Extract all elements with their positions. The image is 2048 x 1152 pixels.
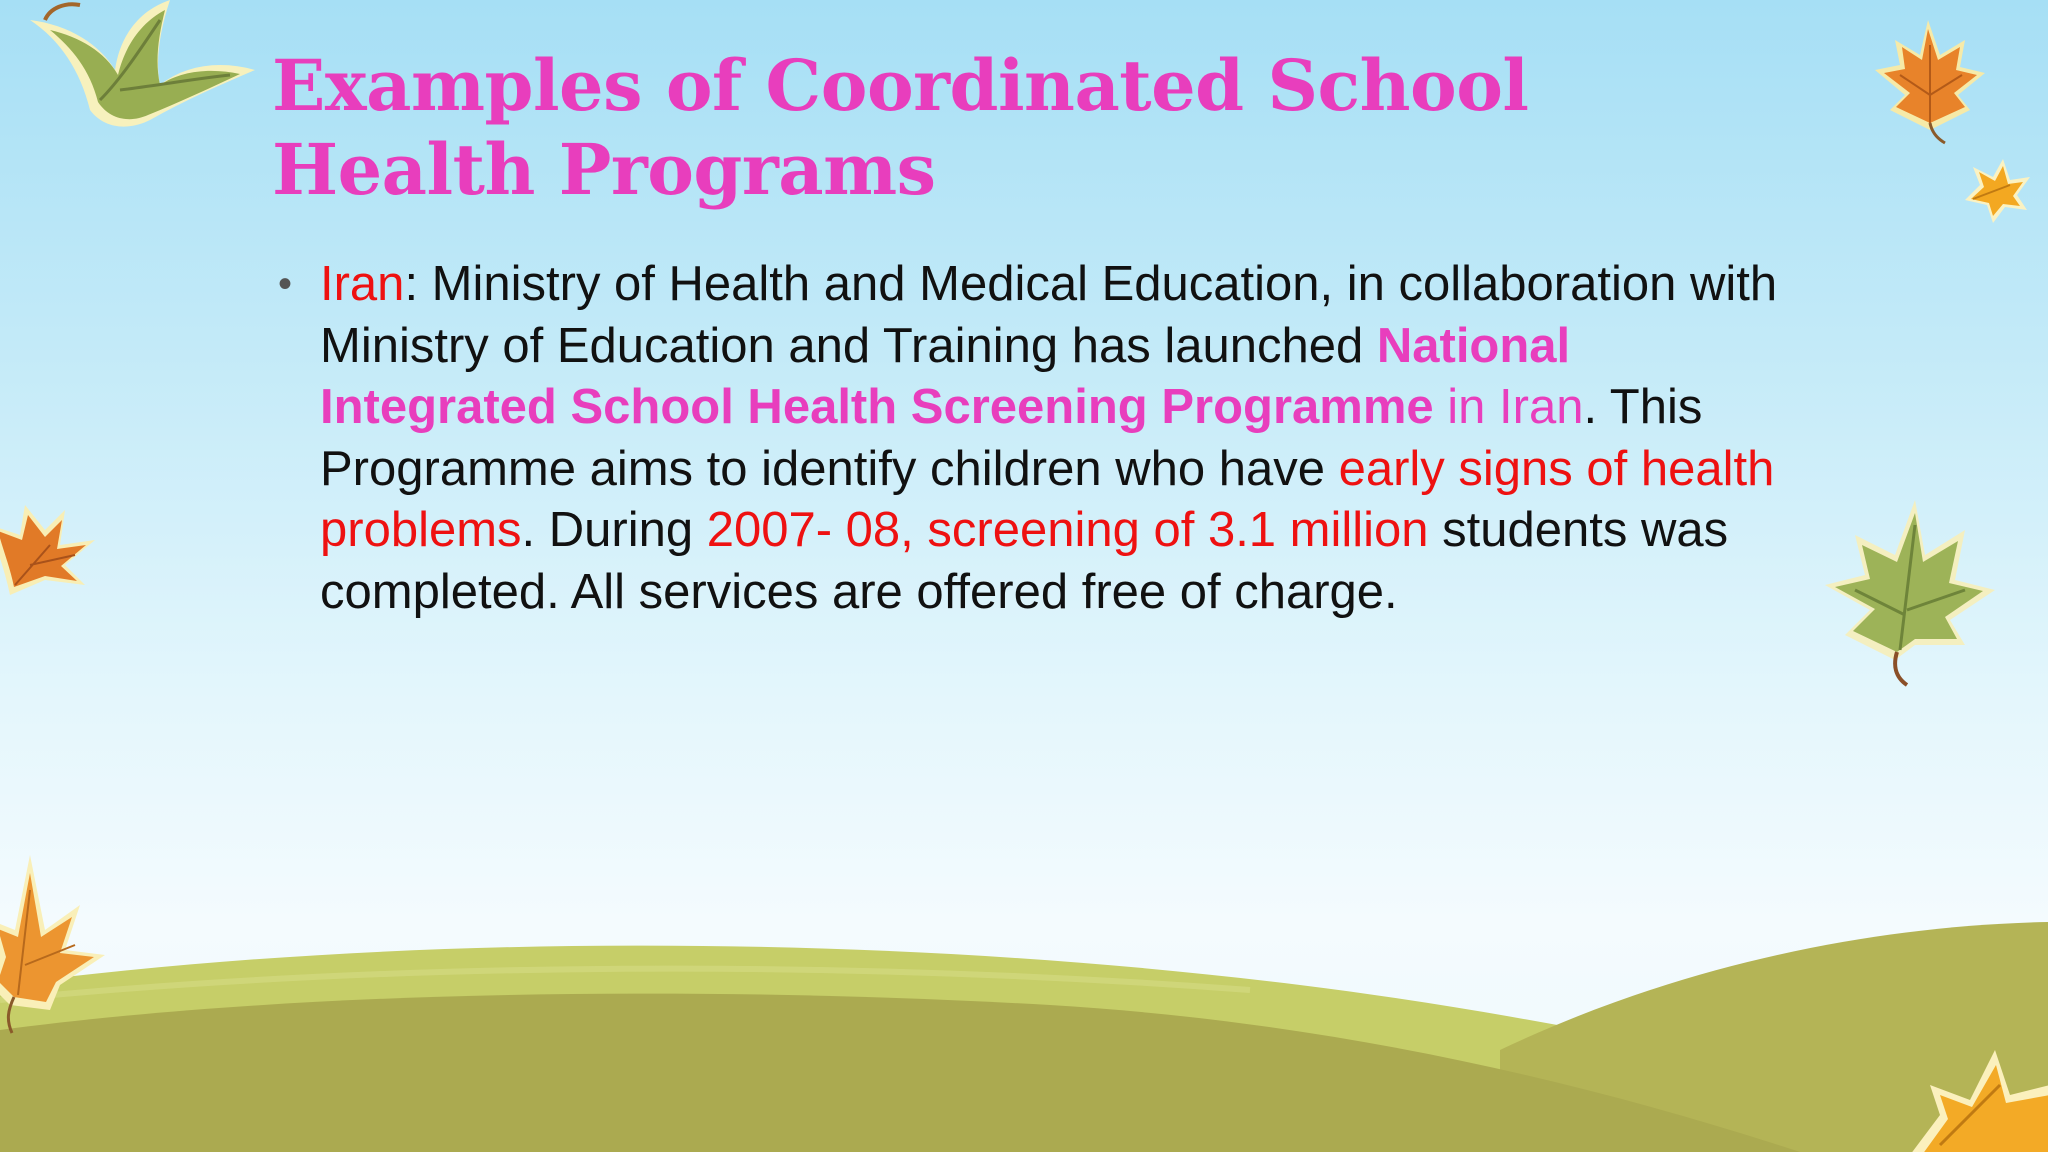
slide-title: Examples of Coordinated School Health Programs xyxy=(272,44,1529,211)
text-segment-location: in Iran xyxy=(1433,380,1584,434)
highlight-statistic: 2007- 08, screening of 3.1 million xyxy=(706,503,1429,557)
bullet-marker: • xyxy=(278,262,293,306)
maple-leaf-icon xyxy=(20,0,260,140)
text-segment: . This Programme aims to identify children who have xyxy=(320,380,1703,496)
maple-leaf-icon xyxy=(0,485,100,605)
bullet-text xyxy=(320,254,1796,623)
text-segment: students was completed. All services are offered free of charge. xyxy=(320,503,1729,619)
maple-leaf-icon xyxy=(1815,495,1995,690)
programme-name: National Integrated School Health Screening Programme xyxy=(320,318,1571,434)
maple-leaf-icon xyxy=(1870,15,1990,145)
slide-body xyxy=(276,254,1796,623)
country-name: Iran xyxy=(320,257,405,311)
maple-leaf-icon xyxy=(0,845,110,1035)
maple-leaf-icon xyxy=(1900,1045,2048,1152)
maple-leaf-icon xyxy=(1955,155,2035,230)
text-segment: . During xyxy=(521,503,707,557)
text-segment: : Ministry of Health and Medical Education, in collaboration with Ministry of Education and Training has launched xyxy=(320,257,1778,373)
highlight-phrase: early signs of health problems xyxy=(320,441,1775,557)
bullet-item xyxy=(276,254,1796,623)
